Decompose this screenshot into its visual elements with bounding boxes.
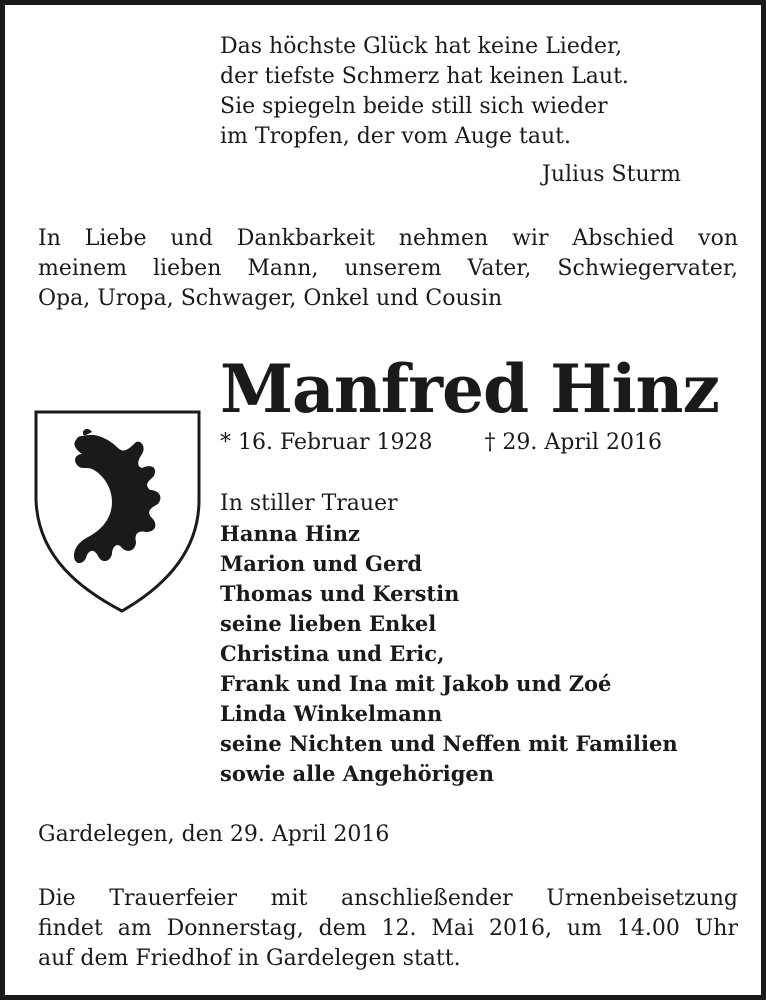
mourner-name: Hanna Hinz bbox=[220, 521, 360, 546]
coat-of-arms-shield-icon bbox=[32, 408, 203, 614]
intro-line: In Liebe und Dankbarkeit nehmen wir Abschied von bbox=[38, 226, 738, 251]
deceased-name: Manfred Hinz bbox=[220, 350, 719, 428]
intro-line: meinem lieben Mann, unserem Vater, Schwiegervater, bbox=[38, 256, 738, 281]
mourner-name: Linda Winkelmann bbox=[220, 701, 443, 726]
poem bbox=[220, 32, 700, 152]
death-date: † 29. April 2016 bbox=[484, 430, 662, 455]
birth-date: * 16. Februar 1928 bbox=[220, 430, 433, 455]
place-date: Gardelegen, den 29. April 2016 bbox=[38, 822, 390, 847]
poem-line: der tiefste Schmerz hat keinen Laut. bbox=[220, 64, 629, 89]
mourners-block bbox=[220, 489, 740, 789]
poem-author: Julius Sturm bbox=[542, 162, 681, 187]
poem-line: im Tropfen, der vom Auge taut. bbox=[220, 124, 571, 149]
funeral-line: findet am Donnerstag, dem 12. Mai 2016, um 14.00 Uhr bbox=[38, 916, 738, 941]
funeral-info bbox=[38, 884, 738, 974]
intro-line: Opa, Uropa, Schwager, Onkel und Cousin bbox=[38, 286, 503, 311]
mourner-name: seine lieben Enkel bbox=[220, 611, 437, 636]
mourner-name: Thomas und Kerstin bbox=[220, 581, 460, 606]
mourner-name: Christina und Eric, bbox=[220, 641, 445, 666]
intro-text bbox=[38, 224, 738, 314]
poem-line: Das höchste Glück hat keine Lieder, bbox=[220, 34, 623, 59]
funeral-line: Die Trauerfeier mit anschließender Urnenbeisetzung bbox=[38, 886, 738, 911]
mourner-name: Frank und Ina mit Jakob und Zoé bbox=[220, 671, 612, 696]
mourners-label: In stiller Trauer bbox=[220, 491, 398, 516]
mourner-name: seine Nichten und Neffen mit Familien bbox=[220, 731, 678, 756]
mourner-name: Marion und Gerd bbox=[220, 551, 423, 576]
poem-line: Sie spiegeln beide still sich wieder bbox=[220, 94, 608, 119]
mourner-name: sowie alle Angehörigen bbox=[220, 761, 495, 786]
funeral-line: auf dem Friedhof in Gardelegen statt. bbox=[38, 946, 461, 971]
life-dates bbox=[220, 430, 662, 455]
